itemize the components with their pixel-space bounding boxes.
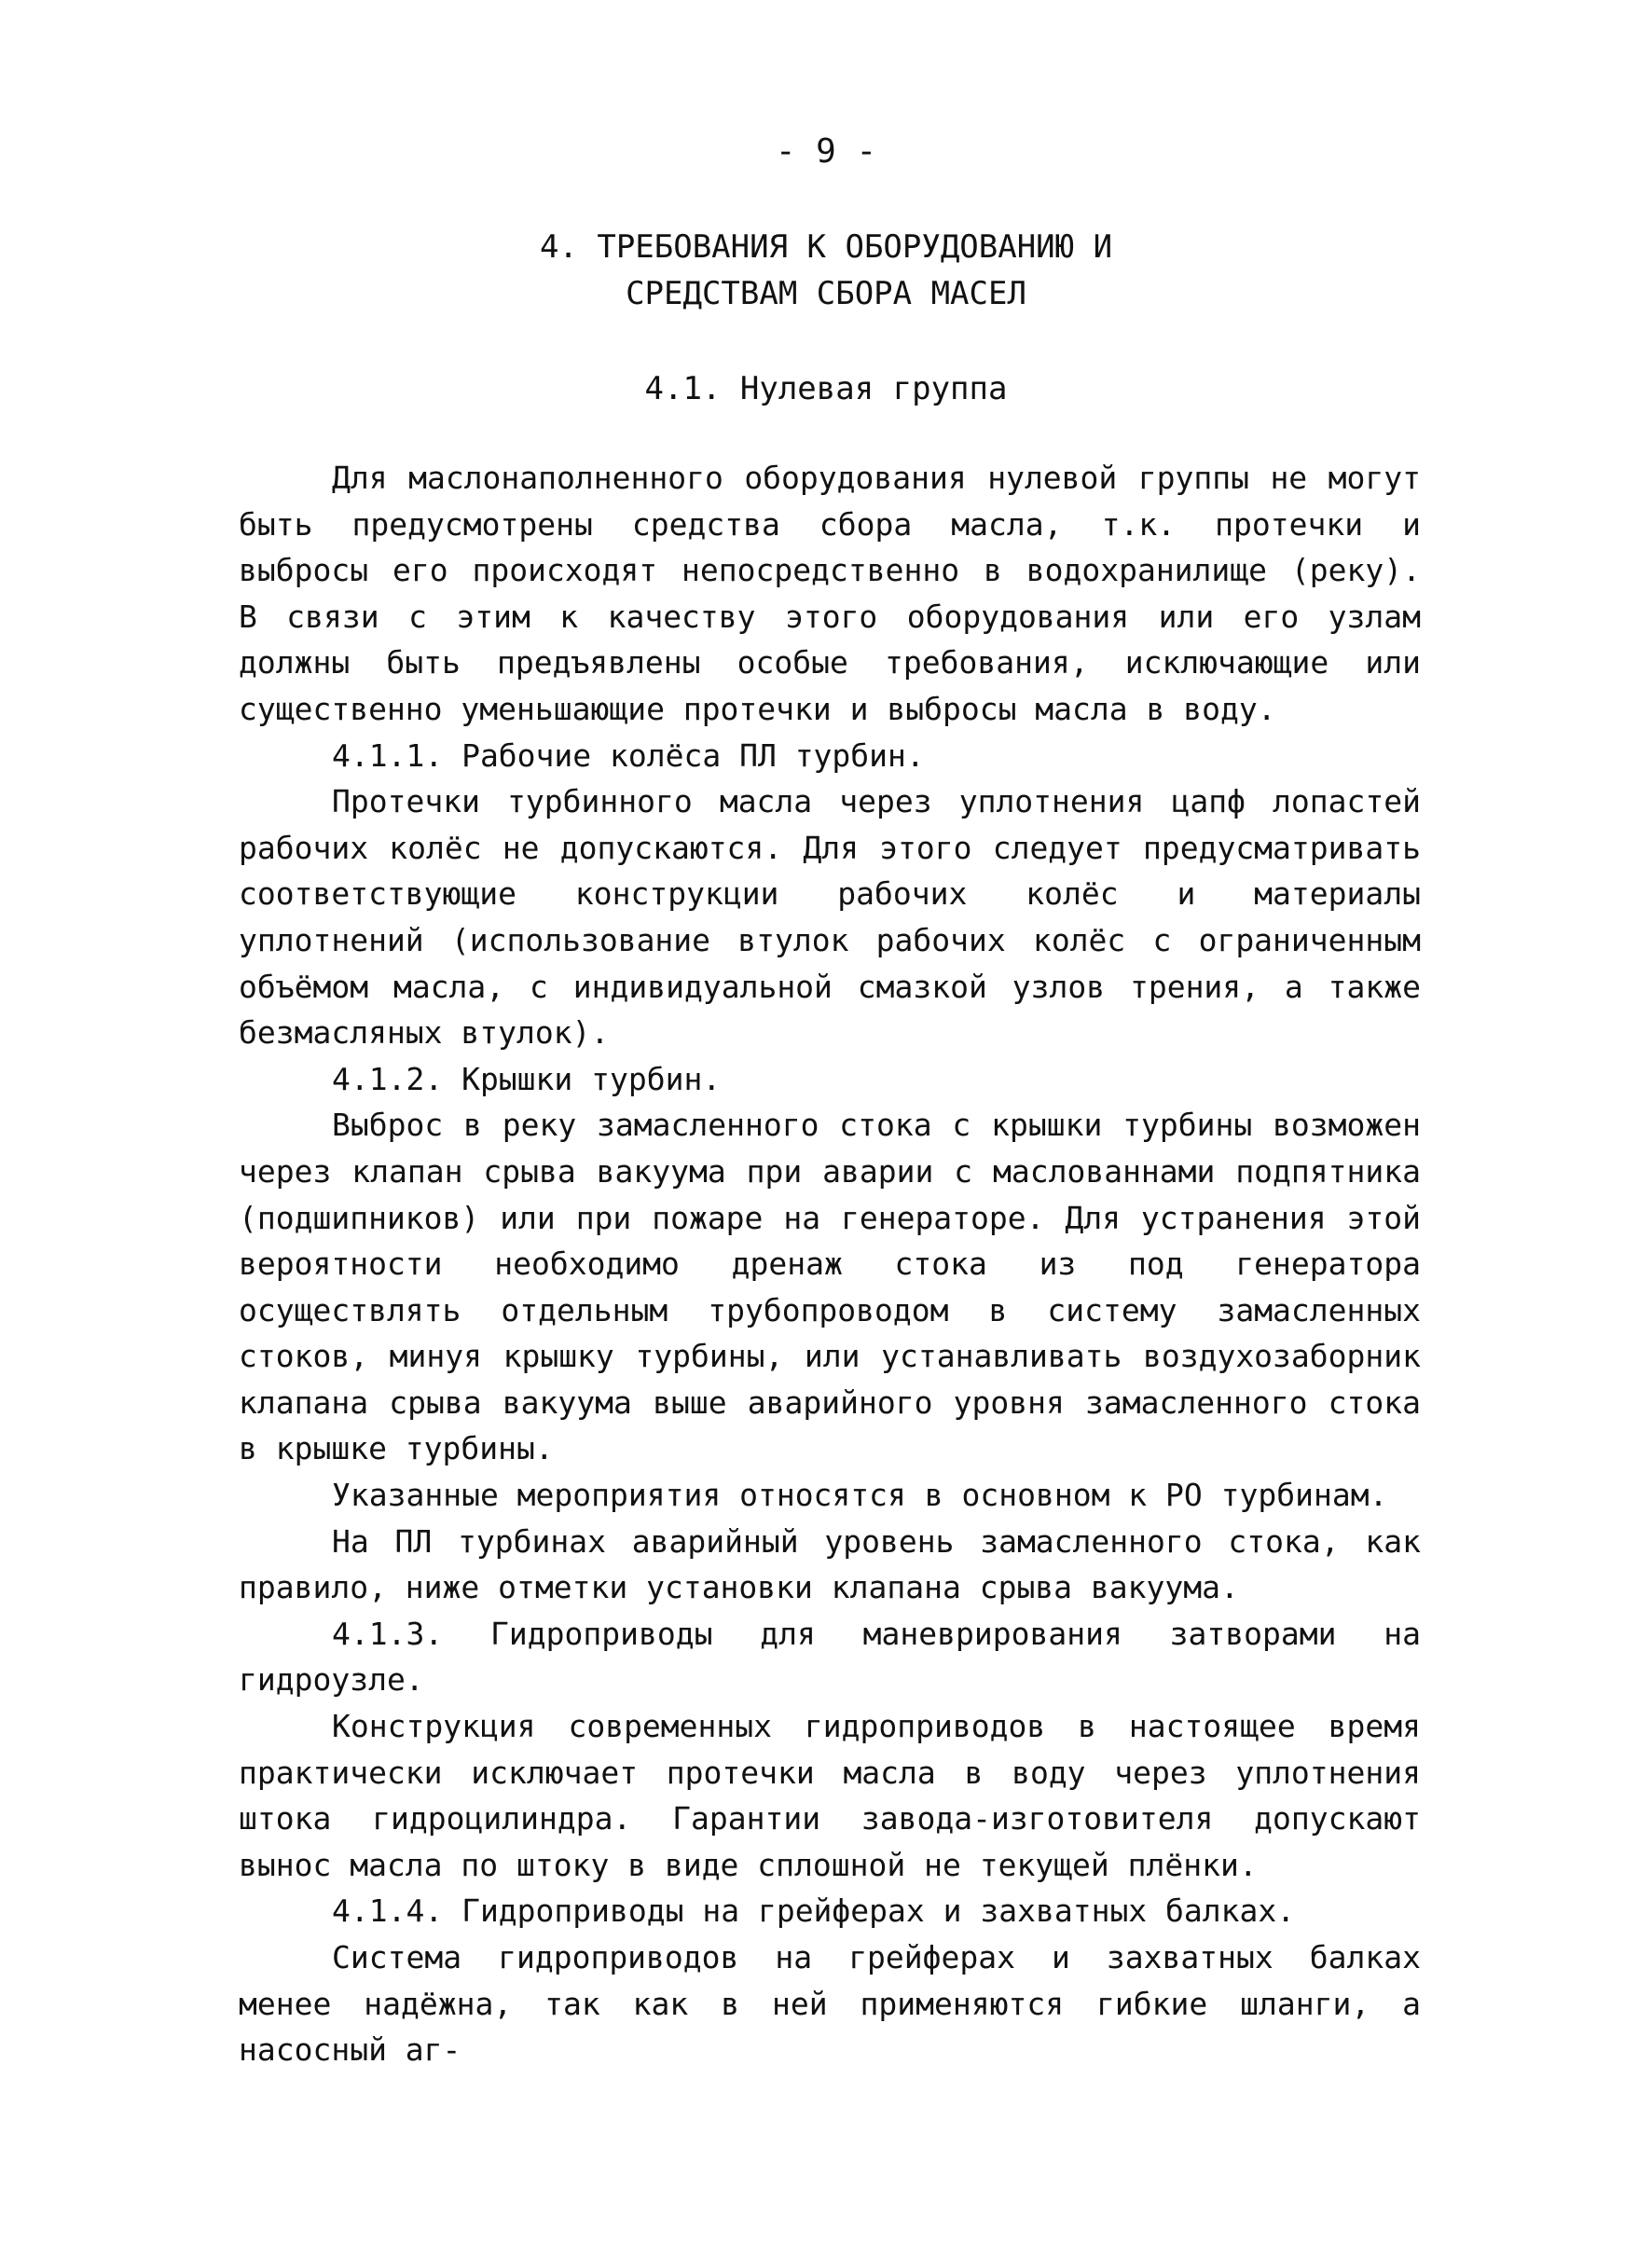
section-title-line-1: 4. ТРЕБОВАНИЯ К ОБОРУДОВАНИЮ И [539,228,1113,266]
paragraph-ro-turbines: Указанные мероприятия относятся в основном к РО турбинам. [332,1477,1388,1514]
paragraph-intro: Для маслонаполненного оборудования нулевой группы не могут быть предусмотрены средства сбора масла, т.к. протечки и выбросы его происходят непосредственно в водохранилище (реку). В связи с этим к качеству этого оборудования или его узлам должны быть предъявлены особые требования, исключающие или существенно уменьшающие протечки и выбросы масла в воду. [239,460,1421,727]
paragraph-4-1-4: Система гидроприводов на грейферах и захватных балках менее надёжна, так как в ней применяются гибкие шланги, а насосный аг- [239,1939,1421,2069]
paragraph-pl-turbines: На ПЛ турбинах аварийный уровень замасленного стока, как правило, ниже отметки установки клапана срыва вакуума. [239,1522,1421,1606]
paragraph-4-1-1: Протечки турбинного масла через уплотнения цапф лопастей рабочих колёс не допускаются. Для этого следует предусматривать соответствующие конструкции рабочих колёс и материалы уплотнений (использование втулок рабочих колёс с ограниченным объёмом масла, с индивидуальной смазкой узлов трения, а также безмасляных втулок). [239,783,1421,1052]
body-text [239,455,1421,2073]
heading-4-1-3: 4.1.3. Гидроприводы для маневрирования затворами на гидроузле. [239,1615,1421,1699]
subsection-title: 4.1. Нулевая группа [644,370,1008,407]
paragraph-4-1-3: Конструкция современных гидроприводов в настоящее время практически исключает протечки масла в воду через уплотнения штока гидроцилиндра. Гарантии завода-изготовителя допускают вынос масла по штоку в виде сплошной не текущей плёнки. [239,1708,1421,1883]
section-title [0,224,1652,317]
page-number: - 9 - [775,132,877,171]
heading-4-1-2: 4.1.2. Крышки турбин. [332,1060,722,1097]
heading-4-1-4: 4.1.4. Гидроприводы на грейферах и захватных балках. [332,1892,1296,1930]
heading-4-1-1: 4.1.1. Рабочие колёса ПЛ турбин. [332,736,925,774]
section-title-line-2: СРЕДСТВАМ СБОРА МАСЕЛ [626,275,1026,312]
paragraph-4-1-2: Выброс в реку замасленного стока с крышки турбины возможен через клапан срыва вакуума при аварии с маслованнами подпятника (подшипников) или при пожаре на генераторе. Для устранения этой вероятности необходимо дренаж стока из под генератора осуществлять отдельным трубопроводом в систему замасленных стоков, минуя крышку турбины, или устанавливать воздухозаборник клапана срыва вакуума выше аварийного уровня замасленного стока в крышке турбины. [239,1107,1421,1467]
